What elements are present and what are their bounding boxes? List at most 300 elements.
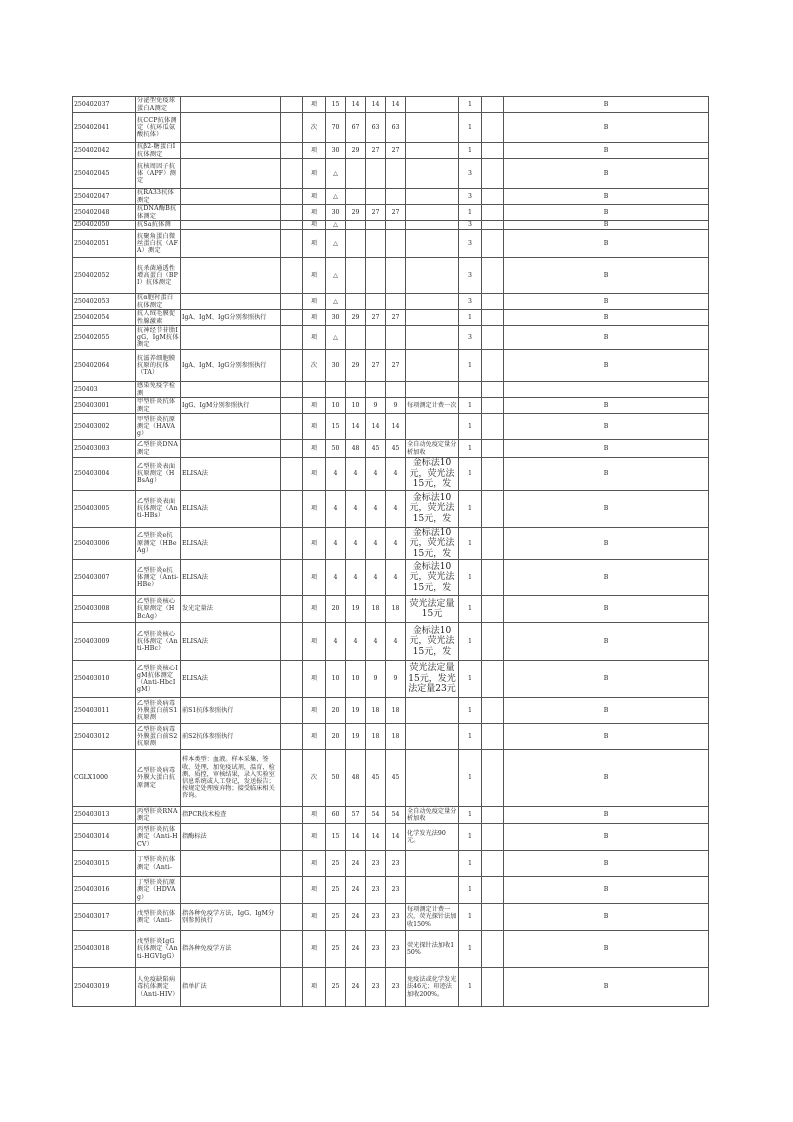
- note-cell: [406, 113, 459, 143]
- price-tier4-cell: 23: [386, 851, 406, 877]
- price-tier2-cell: 29: [346, 350, 366, 382]
- price-tier1-cell: 25: [326, 877, 346, 904]
- item-name-cell: 抗神经节苷脂IgG、IgM抗体测定: [137, 326, 179, 349]
- item-content-cell: ELISA法: [181, 623, 281, 661]
- grade-cell: B: [504, 294, 709, 310]
- price-tier4-cell: [386, 159, 406, 189]
- item-code-cell: 250403011: [73, 698, 136, 724]
- item-code-cell: 250402052: [73, 258, 136, 294]
- grade-cell: B: [504, 698, 709, 724]
- price-tier2-cell: 29: [346, 143, 366, 159]
- blank-cell: [482, 750, 504, 807]
- price-tier2-cell: 19: [346, 698, 366, 724]
- price-tier4-cell: [386, 221, 406, 230]
- unit-cell: 项: [303, 294, 326, 310]
- item-content-cell: 前S1抗体参照执行: [181, 698, 281, 724]
- grade-cell: B: [504, 143, 709, 159]
- table-row: [73, 490, 709, 527]
- price-tier3-cell: 9: [366, 398, 386, 414]
- blank-cell: [281, 490, 303, 527]
- price-tier3-cell: 23: [366, 877, 386, 904]
- item-code-cell: 250402053: [73, 294, 136, 310]
- unit-cell: 次: [303, 113, 326, 143]
- item-code-cell: 250402064: [73, 350, 136, 382]
- item-code-cell: 250402055: [73, 326, 136, 350]
- blank-cell: [281, 189, 303, 205]
- item-content-cell: [181, 877, 281, 904]
- price-tier4-cell: 23: [386, 968, 406, 1007]
- item-name-cell: 抗RA33抗体测定: [136, 189, 181, 205]
- blank-cell: [482, 623, 504, 661]
- blank-cell: [482, 877, 504, 904]
- class-cell: [459, 382, 482, 398]
- blank-cell: [482, 294, 504, 310]
- price-tier2-cell: 67: [346, 113, 366, 143]
- note-cell: [406, 382, 459, 398]
- price-tier4-cell: 54: [386, 807, 406, 824]
- grade-cell: B: [504, 851, 709, 877]
- price-tier4-cell: 27: [386, 310, 406, 326]
- price-tier1-cell: 4: [326, 490, 346, 527]
- table-row: [73, 724, 709, 750]
- item-content-cell: [181, 414, 281, 440]
- price-tier4-cell: 4: [386, 560, 406, 596]
- item-name-cell: 抗杀菌通透性增高蛋白（BPI）抗体测定: [136, 258, 181, 294]
- table-row: [73, 205, 709, 221]
- grade-cell: B: [504, 458, 709, 491]
- note-cell: 全自动免疫定量分析加收: [407, 441, 457, 456]
- table-row: [73, 851, 709, 877]
- grade-cell: B: [504, 189, 709, 205]
- blank-cell: [281, 258, 303, 294]
- price-tier1-cell: 20: [326, 724, 346, 750]
- note-cell: [406, 851, 459, 877]
- blank-cell: [281, 143, 303, 159]
- table-row: [73, 931, 709, 968]
- item-content-cell: [181, 97, 281, 113]
- unit-cell: [303, 382, 326, 398]
- note-cell: 金标法10元，荧光法15元，发: [406, 458, 459, 491]
- class-cell: 1: [459, 310, 482, 326]
- grade-cell: B: [504, 877, 709, 904]
- item-code-cell: 250403018: [73, 931, 136, 968]
- price-tier1-cell: △: [326, 221, 346, 230]
- grade-cell: B: [504, 440, 709, 458]
- blank-cell: [281, 310, 303, 326]
- price-tier2-cell: [346, 221, 366, 230]
- price-tier1-cell: 30: [326, 143, 346, 159]
- table-row: [73, 310, 709, 326]
- item-name-cell: 感染免疫学检测: [136, 382, 181, 398]
- item-name-cell: 戊型肝炎IgG抗体测定（Anti-HGVIgG）: [136, 931, 181, 968]
- item-name-cell: 乙型肝炎病毒外膜蛋白前S1抗原测: [136, 698, 181, 724]
- note-cell: [406, 698, 459, 724]
- price-tier2-cell: 14: [346, 97, 366, 113]
- table-row: [73, 904, 709, 931]
- blank-cell: [482, 97, 504, 113]
- unit-cell: 项: [303, 623, 326, 661]
- table-row: [73, 326, 709, 350]
- price-tier2-cell: [346, 159, 366, 189]
- unit-cell: 项: [303, 221, 326, 230]
- class-cell: 1: [459, 698, 482, 724]
- item-code-cell: 250403019: [73, 968, 136, 1007]
- price-tier1-cell: 4: [326, 527, 346, 560]
- price-tier1-cell: 10: [326, 661, 346, 698]
- class-cell: 1: [459, 458, 482, 491]
- note-cell: 金标法10元，荧光法15元，发: [406, 490, 459, 527]
- item-code-cell: 250402037: [73, 97, 136, 113]
- item-name-cell: 乙型肝炎病毒外膜蛋白前S2抗原测: [136, 724, 181, 750]
- price-tier3-cell: 27: [366, 310, 386, 326]
- price-tier2-cell: 14: [346, 824, 366, 851]
- item-content-cell: [181, 159, 281, 189]
- blank-cell: [281, 824, 303, 851]
- price-tier4-cell: 18: [386, 724, 406, 750]
- price-tier2-cell: [346, 382, 366, 398]
- note-cell: [406, 230, 459, 258]
- price-tier4-cell: 63: [386, 113, 406, 143]
- table-row: [73, 750, 709, 807]
- note-cell: [406, 221, 459, 230]
- price-tier1-cell: △: [326, 258, 346, 294]
- price-tier1-cell: △: [326, 294, 346, 310]
- price-tier3-cell: 63: [366, 113, 386, 143]
- note-cell: [406, 97, 459, 113]
- item-code-cell: 250402042: [73, 143, 136, 159]
- unit-cell: 项: [303, 596, 326, 623]
- unit-cell: 次: [303, 350, 326, 382]
- unit-cell: 项: [303, 326, 326, 350]
- table-row: [73, 258, 709, 294]
- blank-cell: [482, 230, 504, 258]
- price-tier1-cell: 25: [326, 931, 346, 968]
- price-tier3-cell: 18: [366, 724, 386, 750]
- class-cell: 3: [459, 326, 482, 350]
- item-name-cell: 乙型肝炎e抗体测定（Anti-HBe）: [136, 560, 181, 596]
- blank-cell: [281, 205, 303, 221]
- blank-cell: [482, 159, 504, 189]
- price-tier1-cell: 10: [326, 398, 346, 414]
- unit-cell: 项: [303, 968, 326, 1007]
- price-tier2-cell: 19: [346, 724, 366, 750]
- item-content-cell: [181, 113, 281, 143]
- unit-cell: 项: [303, 904, 326, 931]
- item-code-cell: 250403017: [73, 904, 136, 931]
- price-tier1-cell: 25: [326, 904, 346, 931]
- price-tier3-cell: 9: [366, 661, 386, 698]
- price-tier4-cell: 4: [386, 490, 406, 527]
- price-tier3-cell: 45: [366, 440, 386, 458]
- price-tier1-cell: 30: [326, 205, 346, 221]
- unit-cell: 项: [303, 931, 326, 968]
- class-cell: 1: [459, 560, 482, 596]
- price-tier2-cell: [346, 326, 366, 350]
- price-tier3-cell: 27: [366, 350, 386, 382]
- note-cell: [406, 205, 459, 221]
- table-row: [73, 623, 709, 661]
- note-cell: [406, 189, 459, 205]
- unit-cell: 项: [303, 398, 326, 414]
- price-tier2-cell: 48: [346, 750, 366, 807]
- item-name-cell: 抗Sa抗体测: [136, 221, 181, 230]
- item-code-cell: 250403016: [73, 877, 136, 904]
- blank-cell: [482, 904, 504, 931]
- item-code-cell: 250402048: [73, 205, 136, 221]
- blank-cell: [281, 931, 303, 968]
- item-name-cell: 乙型肝炎核心抗原测定（HBcAg）: [136, 596, 181, 623]
- item-content-cell: IgA、IgM、IgG分别参照执行: [181, 350, 281, 382]
- blank-cell: [482, 382, 504, 398]
- item-content-cell: 指各种免疫学方法，IgG、IgM分别参照执行: [181, 904, 281, 931]
- price-tier1-cell: 15: [326, 414, 346, 440]
- class-cell: 1: [459, 661, 482, 698]
- item-name-cell: 乙型肝炎表面抗体测定（Anti-HBs）: [136, 490, 181, 527]
- price-tier4-cell: 27: [386, 143, 406, 159]
- unit-cell: 项: [303, 258, 326, 294]
- blank-cell: [482, 143, 504, 159]
- note-cell: [406, 258, 459, 294]
- item-name-cell: 抗β2-糖蛋白I抗体测定: [136, 143, 181, 159]
- price-tier4-cell: 27: [386, 350, 406, 382]
- price-tier4-cell: [386, 382, 406, 398]
- item-content-cell: [181, 258, 281, 294]
- blank-cell: [281, 807, 303, 824]
- table-row: [73, 398, 709, 414]
- item-code-cell: 250402041: [73, 113, 136, 143]
- note-cell: 全自动免疫定量分析加收: [407, 807, 457, 822]
- grade-cell: B: [504, 310, 709, 326]
- price-tier4-cell: 23: [386, 904, 406, 931]
- item-name-cell: 抗聚角蛋白微丝蛋白抗（AFA）测定: [136, 230, 181, 258]
- class-cell: 1: [459, 205, 482, 221]
- blank-cell: [281, 904, 303, 931]
- price-tier3-cell: 45: [366, 750, 386, 807]
- class-cell: 1: [459, 527, 482, 560]
- item-code-cell: 250402047: [73, 189, 136, 205]
- grade-cell: B: [504, 414, 709, 440]
- price-tier1-cell: △: [326, 326, 346, 350]
- item-code-cell: 250402045: [73, 159, 136, 189]
- item-content-cell: [181, 294, 281, 310]
- class-cell: 1: [459, 440, 482, 458]
- blank-cell: [482, 205, 504, 221]
- item-content-cell: [181, 221, 281, 230]
- unit-cell: 项: [303, 851, 326, 877]
- price-tier1-cell: 70: [326, 113, 346, 143]
- class-cell: 1: [459, 490, 482, 527]
- blank-cell: [281, 877, 303, 904]
- grade-cell: B: [504, 623, 709, 661]
- blank-cell: [281, 159, 303, 189]
- blank-cell: [482, 221, 504, 230]
- note-cell: [406, 414, 459, 440]
- blank-cell: [281, 398, 303, 414]
- class-cell: 1: [459, 968, 482, 1007]
- price-tier4-cell: 9: [386, 661, 406, 698]
- class-cell: 1: [459, 750, 482, 807]
- price-tier4-cell: 4: [386, 458, 406, 491]
- item-name-cell: 乙型肝炎核心抗体测定（Anti-HBc）: [136, 623, 181, 661]
- item-name-cell: 丙型肝炎抗体测定（Anti-HCV）: [136, 824, 181, 851]
- item-code-cell: 250403009: [73, 623, 136, 661]
- item-code-cell: 250403006: [73, 527, 136, 560]
- price-tier2-cell: 29: [346, 205, 366, 221]
- price-tier4-cell: 4: [386, 623, 406, 661]
- table-row: [73, 230, 709, 258]
- class-cell: 1: [459, 350, 482, 382]
- table-row: [73, 143, 709, 159]
- grade-cell: B: [504, 724, 709, 750]
- price-tier2-cell: 29: [346, 310, 366, 326]
- item-code-cell: 250403005: [73, 490, 136, 527]
- price-tier3-cell: 18: [366, 596, 386, 623]
- unit-cell: 项: [303, 310, 326, 326]
- price-tier2-cell: 48: [346, 440, 366, 458]
- note-cell: [406, 877, 459, 904]
- grade-cell: B: [504, 560, 709, 596]
- table-row: [73, 596, 709, 623]
- blank-cell: [482, 724, 504, 750]
- blank-cell: [281, 698, 303, 724]
- grade-cell: B: [504, 221, 709, 230]
- price-tier1-cell: 50: [326, 440, 346, 458]
- price-tier2-cell: 4: [346, 560, 366, 596]
- unit-cell: 项: [303, 824, 326, 851]
- blank-cell: [281, 851, 303, 877]
- price-tier4-cell: 18: [386, 596, 406, 623]
- item-content-cell: [181, 382, 281, 398]
- table-row: [73, 159, 709, 189]
- unit-cell: 项: [303, 143, 326, 159]
- unit-cell: 项: [303, 490, 326, 527]
- price-tier2-cell: 14: [346, 414, 366, 440]
- item-code-cell: 250403: [73, 382, 136, 398]
- class-cell: 1: [459, 904, 482, 931]
- price-tier1-cell: 25: [326, 968, 346, 1007]
- unit-cell: 项: [303, 205, 326, 221]
- price-tier4-cell: 14: [386, 97, 406, 113]
- note-cell: 荧光法定量15元，发光法定量23元: [406, 661, 459, 698]
- grade-cell: B: [504, 205, 709, 221]
- blank-cell: [281, 527, 303, 560]
- item-name-cell: 抗滋养细胞膜抗原的抗体（TA）: [136, 350, 181, 382]
- unit-cell: 项: [303, 560, 326, 596]
- price-tier3-cell: 18: [366, 698, 386, 724]
- blank-cell: [281, 724, 303, 750]
- table-row: [73, 97, 709, 113]
- table-row: [73, 968, 709, 1007]
- blank-cell: [482, 527, 504, 560]
- class-cell: 1: [459, 851, 482, 877]
- note-cell: 荧光探针法加收150%: [406, 931, 459, 968]
- item-name-cell: 乙型肝炎病毒外膜大蛋白抗原测定: [136, 750, 181, 807]
- grade-cell: B: [504, 661, 709, 698]
- note-cell: 金标法10元，荧光法15元，发: [406, 623, 459, 661]
- item-code-cell: 250403010: [73, 661, 136, 698]
- blank-cell: [482, 398, 504, 414]
- item-name-cell: 乙型肝炎e抗原测定（HBeAg）: [136, 527, 181, 560]
- blank-cell: [482, 458, 504, 491]
- unit-cell: 项: [303, 97, 326, 113]
- blank-cell: [482, 851, 504, 877]
- blank-cell: [281, 221, 303, 230]
- item-content-cell: 指单扩法: [181, 968, 281, 1007]
- price-tier1-cell: 50: [326, 750, 346, 807]
- item-name-cell: 乙型肝炎表面抗原测定（HBsAg）: [136, 458, 181, 491]
- price-tier2-cell: 4: [346, 490, 366, 527]
- price-table: [72, 96, 709, 1007]
- item-code-cell: CGLX1000: [73, 750, 136, 807]
- price-tier4-cell: 18: [386, 698, 406, 724]
- grade-cell: B: [504, 904, 709, 931]
- blank-cell: [281, 113, 303, 143]
- grade-cell: B: [504, 398, 709, 414]
- price-tier2-cell: [346, 258, 366, 294]
- price-tier3-cell: 27: [366, 143, 386, 159]
- grade-cell: B: [504, 97, 709, 113]
- grade-cell: B: [504, 750, 709, 807]
- note-cell: [406, 350, 459, 382]
- item-content-cell: ELISA法: [181, 527, 281, 560]
- price-tier2-cell: 10: [346, 661, 366, 698]
- blank-cell: [482, 560, 504, 596]
- note-cell: [406, 159, 459, 189]
- price-tier4-cell: 14: [386, 824, 406, 851]
- item-content-cell: [181, 440, 281, 458]
- note-cell: [406, 326, 459, 350]
- price-tier1-cell: 4: [326, 623, 346, 661]
- table-row: [73, 221, 709, 230]
- price-tier1-cell: △: [326, 159, 346, 189]
- price-tier4-cell: 4: [386, 527, 406, 560]
- blank-cell: [281, 414, 303, 440]
- note-cell: 每项测定计费一次: [406, 398, 459, 414]
- price-tier4-cell: 45: [386, 750, 406, 807]
- blank-cell: [482, 824, 504, 851]
- grade-cell: B: [504, 258, 709, 294]
- price-tier1-cell: 4: [326, 458, 346, 491]
- item-content-cell: 指酶标法: [181, 824, 281, 851]
- price-tier4-cell: [386, 294, 406, 310]
- table-row: [73, 824, 709, 851]
- item-code-cell: 250403007: [73, 560, 136, 596]
- table-row: [73, 458, 709, 491]
- item-name-cell: 抗α胞衬蛋白抗体测定: [136, 294, 181, 310]
- blank-cell: [482, 113, 504, 143]
- class-cell: 3: [459, 230, 482, 258]
- item-content-cell: IgA、IgM、IgG分别参照执行: [181, 310, 281, 326]
- price-tier1-cell: 30: [326, 350, 346, 382]
- item-code-cell: 250403013: [73, 807, 136, 824]
- price-tier1-cell: 25: [326, 851, 346, 877]
- grade-cell: B: [504, 113, 709, 143]
- price-tier1-cell: △: [326, 230, 346, 258]
- blank-cell: [482, 310, 504, 326]
- note-cell: 每项测定计费一次，荧光探针法加收150%: [406, 904, 459, 931]
- blank-cell: [281, 458, 303, 491]
- price-tier3-cell: [366, 326, 386, 350]
- class-cell: 1: [459, 398, 482, 414]
- grade-cell: B: [504, 159, 709, 189]
- unit-cell: 项: [303, 877, 326, 904]
- note-cell: 化学发光法90元。: [406, 824, 459, 851]
- item-code-cell: 250403015: [73, 851, 136, 877]
- blank-cell: [482, 596, 504, 623]
- table-row: [73, 350, 709, 382]
- blank-cell: [281, 440, 303, 458]
- note-cell: [406, 310, 459, 326]
